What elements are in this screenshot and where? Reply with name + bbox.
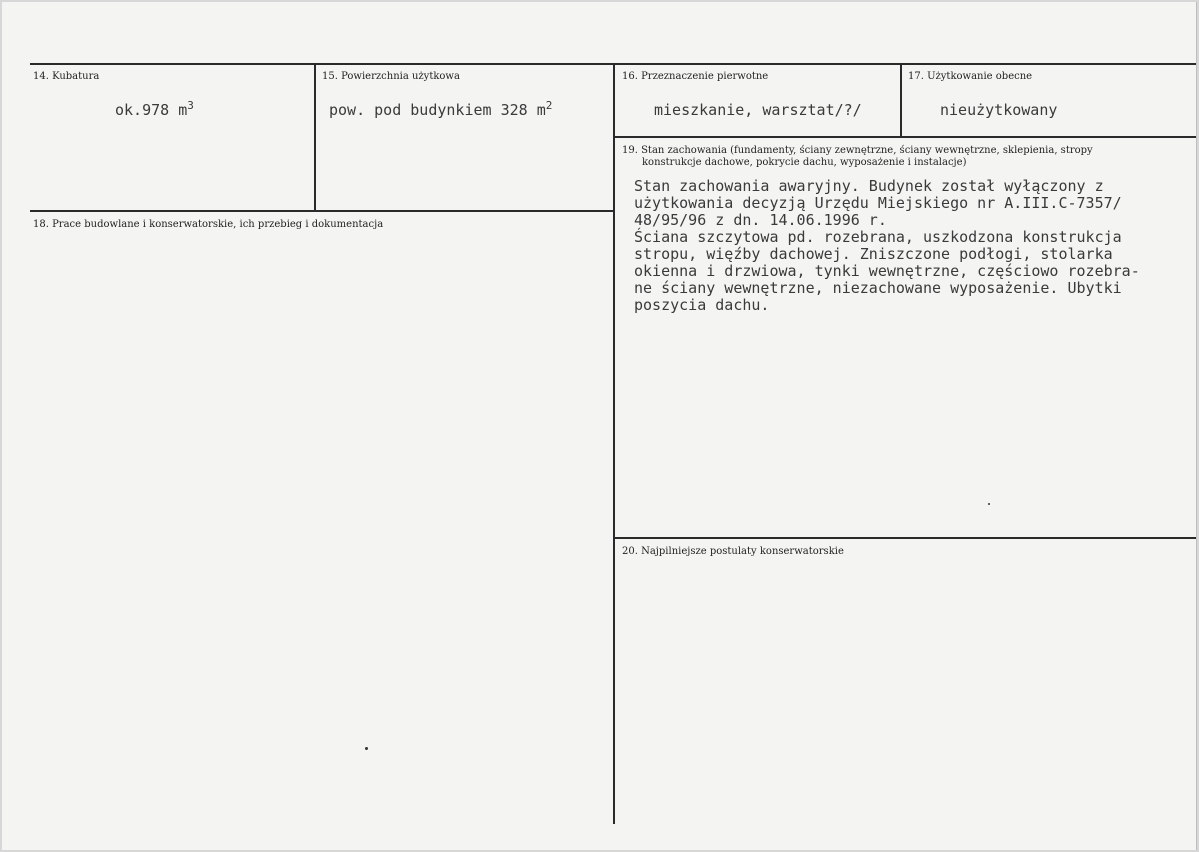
powierzchnia-number: pow. pod budynkiem 328 m (329, 101, 546, 119)
rule-under-16-17 (614, 136, 1196, 138)
stan-line: okienna i drzwiowa, tynki wewnętrzne, częściowo rozebra- (634, 262, 1140, 280)
paper-speck (365, 747, 368, 750)
stan-line: stropu, więźby dachowej. Zniszczone podłogi, stolarka (634, 245, 1113, 263)
powierzchnia-value (329, 99, 553, 119)
postulaty-label: 20. Najpilniejsze postulaty konserwatorskie (622, 546, 844, 557)
divider-16-17 (900, 64, 902, 138)
stan-line: 48/95/96 z dn. 14.06.1996 r. (634, 211, 887, 229)
uzytkowanie-value: nieużytkowany (940, 101, 1058, 119)
rule-above-20 (614, 537, 1196, 539)
stan-line: użytkowania decyzją Urzędu Miejskiego nr A.III.C-7357/ (634, 194, 1122, 212)
record-card (2, 2, 1197, 850)
uzytkowanie-label: 17. Użytkowanie obecne (908, 71, 1033, 82)
powierzchnia-exponent: 2 (545, 99, 553, 112)
stan-line: ne ściany wewnętrzne, niezachowane wyposażenie. Ubytki (634, 279, 1122, 297)
stan-label-line1: 19. Stan zachowania (fundamenty, ściany zewnętrzne, ściany wewnętrzne, sklepienia, stropy (622, 145, 1093, 156)
stan-label-line2: konstrukcje dachowe, pokrycie dachu, wyposażenie i instalacje) (642, 157, 967, 168)
przeznaczenie-label: 16. Przeznaczenie pierwotne (622, 71, 769, 82)
stan-line: poszycia dachu. (634, 296, 770, 314)
kubatura-label: 14. Kubatura (33, 71, 100, 82)
kubatura-exponent: 3 (187, 99, 194, 112)
divider-14-15 (314, 64, 316, 211)
paper-speck (988, 503, 990, 505)
powierzchnia-label: 15. Powierzchnia użytkowa (322, 71, 460, 82)
przeznaczenie-value: mieszkanie, warsztat/?/ (654, 101, 862, 119)
kubatura-value (115, 99, 194, 119)
stan-line: Stan zachowania awaryjny. Budynek został wyłączony z (634, 177, 1104, 195)
kubatura-number: ok.978 m (115, 101, 188, 119)
main-vertical-divider (613, 64, 615, 824)
prace-label: 18. Prace budowlane i konserwatorskie, ich przebieg i dokumentacja (33, 219, 384, 230)
stan-line: Ściana szczytowa pd. rozebrana, uszkodzona konstrukcja (634, 228, 1122, 246)
rule-under-14-15 (30, 210, 614, 212)
